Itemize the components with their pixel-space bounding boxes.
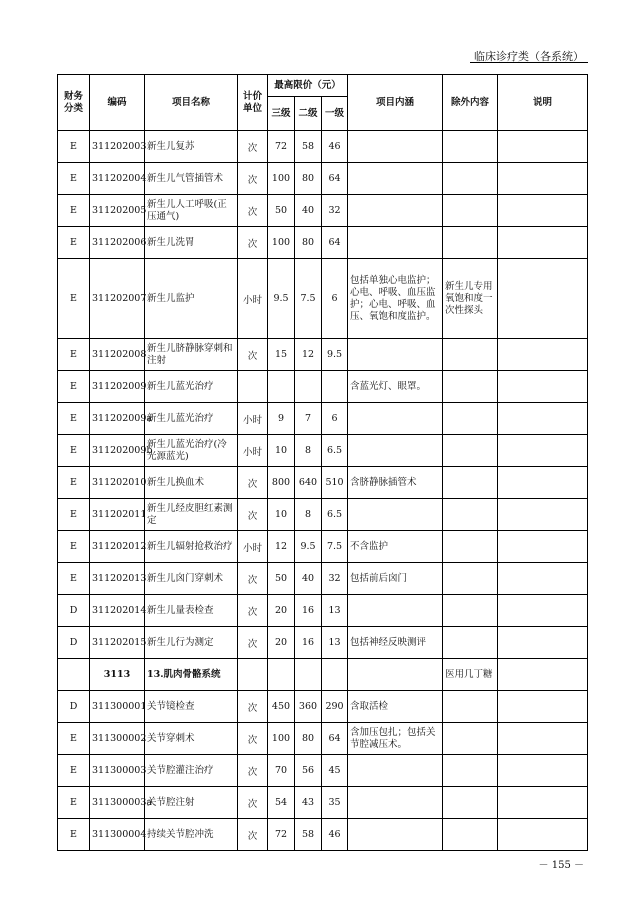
row-category: E: [58, 819, 90, 851]
row-code: 311300003a: [90, 787, 145, 819]
row-content: [348, 755, 443, 787]
row-price-level1: 13: [322, 595, 348, 627]
row-price-level2: 16: [295, 595, 322, 627]
row-price-level1: 64: [322, 723, 348, 755]
row-price-level1: 45: [322, 755, 348, 787]
row-note: [498, 499, 588, 531]
row-price-level3: 72: [268, 131, 295, 163]
row-price-level1: 46: [322, 819, 348, 851]
row-unit: 小时: [238, 435, 268, 467]
row-price-level1: 46: [322, 131, 348, 163]
table-row: [58, 787, 588, 819]
row-price-level3: [268, 659, 295, 691]
table-row: [58, 339, 588, 371]
row-price-level1: [322, 659, 348, 691]
row-category: E: [58, 563, 90, 595]
row-price-level3: 9.5: [268, 259, 295, 339]
row-code: 311202009a: [90, 403, 145, 435]
row-note: [498, 163, 588, 195]
row-code: 311202009b: [90, 435, 145, 467]
row-price-level1: 6: [322, 259, 348, 339]
row-unit: 小时: [238, 259, 268, 339]
table-row: [58, 659, 588, 691]
row-price-level3: 50: [268, 563, 295, 595]
row-unit: 次: [238, 499, 268, 531]
row-price-level2: [295, 371, 322, 403]
row-note: [498, 659, 588, 691]
row-price-level2: 7: [295, 403, 322, 435]
row-content: 含脐静脉插管术: [348, 467, 443, 499]
row-price-level3: 50: [268, 195, 295, 227]
header-rule: [470, 62, 588, 63]
table-row: [58, 627, 588, 659]
row-excluded: [443, 627, 498, 659]
row-code: 311202015: [90, 627, 145, 659]
row-note: [498, 819, 588, 851]
table-row: [58, 723, 588, 755]
row-code: 311300004: [90, 819, 145, 851]
row-category: E: [58, 755, 90, 787]
row-category: E: [58, 787, 90, 819]
row-content: [348, 659, 443, 691]
row-name: 新生儿量表检查: [145, 595, 238, 627]
row-unit: 次: [238, 163, 268, 195]
row-price-level1: 13: [322, 627, 348, 659]
row-code: 311202010: [90, 467, 145, 499]
row-price-level2: 80: [295, 227, 322, 259]
row-code: 311202011: [90, 499, 145, 531]
row-category: E: [58, 435, 90, 467]
row-unit: 次: [238, 787, 268, 819]
row-category: D: [58, 627, 90, 659]
row-name: 新生儿复苏: [145, 131, 238, 163]
row-content: [348, 435, 443, 467]
row-excluded: [443, 563, 498, 595]
row-content: [348, 227, 443, 259]
row-name: 新生儿洗胃: [145, 227, 238, 259]
row-price-level3: 72: [268, 819, 295, 851]
header-content: 项目内涵: [348, 75, 443, 131]
table-row: [58, 403, 588, 435]
row-code: 311202003: [90, 131, 145, 163]
row-price-level1: 64: [322, 227, 348, 259]
row-note: [498, 787, 588, 819]
row-excluded: [443, 163, 498, 195]
row-unit: 小时: [238, 531, 268, 563]
row-unit: 次: [238, 595, 268, 627]
row-category: E: [58, 723, 90, 755]
row-price-level3: 9: [268, 403, 295, 435]
row-excluded: [443, 195, 498, 227]
row-unit: 次: [238, 227, 268, 259]
row-note: [498, 531, 588, 563]
row-code: 311202007: [90, 259, 145, 339]
row-note: [498, 339, 588, 371]
price-table: [57, 74, 588, 851]
row-note: [498, 227, 588, 259]
row-price-level1: 32: [322, 195, 348, 227]
row-price-level2: 40: [295, 563, 322, 595]
header-level1: 一级: [322, 97, 348, 131]
row-content: [348, 595, 443, 627]
row-price-level3: 10: [268, 435, 295, 467]
row-name: 新生儿经皮胆红素测定: [145, 499, 238, 531]
row-category: E: [58, 259, 90, 339]
header-code: 编码: [90, 75, 145, 131]
row-note: [498, 691, 588, 723]
row-name: 新生儿辐射抢救治疗: [145, 531, 238, 563]
row-price-level1: 64: [322, 163, 348, 195]
row-content: 含加压包扎；包括关节腔减压术。: [348, 723, 443, 755]
row-unit: 次: [238, 563, 268, 595]
table-row: [58, 371, 588, 403]
row-price-level3: 450: [268, 691, 295, 723]
row-name: 持续关节腔冲洗: [145, 819, 238, 851]
row-price-level1: 35: [322, 787, 348, 819]
table-row: [58, 163, 588, 195]
row-name: 新生儿囟门穿刺术: [145, 563, 238, 595]
header-max-price: 最高限价（元）: [268, 75, 348, 97]
row-category: E: [58, 195, 90, 227]
row-price-level2: [295, 659, 322, 691]
row-category: E: [58, 339, 90, 371]
row-excluded: 医用几丁糖: [443, 659, 498, 691]
row-price-level1: 7.5: [322, 531, 348, 563]
row-note: [498, 467, 588, 499]
row-excluded: [443, 131, 498, 163]
row-price-level2: 8: [295, 435, 322, 467]
row-excluded: [443, 467, 498, 499]
row-category: D: [58, 691, 90, 723]
row-excluded: [443, 819, 498, 851]
row-price-level3: [268, 371, 295, 403]
row-name: 新生儿换血术: [145, 467, 238, 499]
row-note: [498, 627, 588, 659]
row-unit: 次: [238, 195, 268, 227]
row-name: 新生儿气管插管术: [145, 163, 238, 195]
row-note: [498, 755, 588, 787]
row-unit: 次: [238, 755, 268, 787]
row-price-level2: 9.5: [295, 531, 322, 563]
header-category: 财务分类: [58, 75, 90, 131]
row-name: 新生儿脐静脉穿刺和注射: [145, 339, 238, 371]
row-price-level2: 58: [295, 131, 322, 163]
row-name: 新生儿蓝光治疗: [145, 371, 238, 403]
row-content: [348, 195, 443, 227]
table-row: [58, 131, 588, 163]
row-unit: 次: [238, 339, 268, 371]
row-content: 包括单独心电监护；心电、呼吸、血压监护；心电、呼吸、血压、氧饱和度监护。: [348, 259, 443, 339]
row-note: [498, 595, 588, 627]
row-note: [498, 435, 588, 467]
table-row: [58, 755, 588, 787]
row-code: 311202009: [90, 371, 145, 403]
row-category: E: [58, 531, 90, 563]
row-price-level2: 40: [295, 195, 322, 227]
row-excluded: [443, 499, 498, 531]
row-unit: 次: [238, 691, 268, 723]
row-price-level1: 6: [322, 403, 348, 435]
row-price-level3: 15: [268, 339, 295, 371]
row-content: 含取活检: [348, 691, 443, 723]
row-price-level2: 80: [295, 163, 322, 195]
row-category: E: [58, 131, 90, 163]
row-category: E: [58, 227, 90, 259]
row-price-level2: 8: [295, 499, 322, 531]
row-excluded: [443, 755, 498, 787]
header-unit: 计价单位: [238, 75, 268, 131]
row-content: [348, 131, 443, 163]
row-price-level3: 20: [268, 627, 295, 659]
row-price-level2: 43: [295, 787, 322, 819]
row-price-level2: 360: [295, 691, 322, 723]
table-row: [58, 691, 588, 723]
row-name: 新生儿行为测定: [145, 627, 238, 659]
row-price-level2: 58: [295, 819, 322, 851]
row-unit: [238, 659, 268, 691]
row-unit: 次: [238, 819, 268, 851]
section-title: 临床诊疗类（各系统）: [474, 50, 584, 63]
row-price-level1: 32: [322, 563, 348, 595]
row-content: 含蓝光灯、眼罩。: [348, 371, 443, 403]
row-code: 311300003: [90, 755, 145, 787]
row-excluded: 新生儿专用氧饱和度一次性探头: [443, 259, 498, 339]
row-excluded: [443, 595, 498, 627]
row-price-level1: 510: [322, 467, 348, 499]
row-note: [498, 195, 588, 227]
row-price-level3: 800: [268, 467, 295, 499]
row-category: D: [58, 595, 90, 627]
table-row: [58, 819, 588, 851]
row-price-level1: 6.5: [322, 499, 348, 531]
row-unit: [238, 371, 268, 403]
row-price-level3: 20: [268, 595, 295, 627]
row-name: 关节腔灌注治疗: [145, 755, 238, 787]
table-row: [58, 195, 588, 227]
row-category: E: [58, 403, 90, 435]
row-unit: 次: [238, 131, 268, 163]
row-code: 311300001: [90, 691, 145, 723]
row-content: [348, 787, 443, 819]
row-name: 关节腔注射: [145, 787, 238, 819]
row-price-level2: 56: [295, 755, 322, 787]
row-name: 关节镜检查: [145, 691, 238, 723]
row-content: [348, 819, 443, 851]
row-price-level3: 100: [268, 163, 295, 195]
row-price-level3: 12: [268, 531, 295, 563]
row-code: 311202012: [90, 531, 145, 563]
row-price-level2: 7.5: [295, 259, 322, 339]
row-name: 13.肌肉骨骼系统: [145, 659, 238, 691]
row-content: [348, 499, 443, 531]
row-price-level2: 12: [295, 339, 322, 371]
row-unit: 小时: [238, 403, 268, 435]
row-category: E: [58, 499, 90, 531]
header-excluded: 除外内容: [443, 75, 498, 131]
row-code: 311202006: [90, 227, 145, 259]
row-note: [498, 723, 588, 755]
header-level3: 三级: [268, 97, 295, 131]
row-code: 311300002: [90, 723, 145, 755]
table-row: [58, 499, 588, 531]
row-content: 包括前后囟门: [348, 563, 443, 595]
row-note: [498, 371, 588, 403]
table-row: [58, 435, 588, 467]
row-price-level3: 10: [268, 499, 295, 531]
row-price-level2: 16: [295, 627, 322, 659]
row-name: 新生儿蓝光治疗: [145, 403, 238, 435]
row-excluded: [443, 531, 498, 563]
row-category: E: [58, 163, 90, 195]
header-note: 说明: [498, 75, 588, 131]
page-number: － 155 －: [538, 860, 584, 871]
row-price-level1: 9.5: [322, 339, 348, 371]
row-price-level1: 6.5: [322, 435, 348, 467]
table-row: [58, 531, 588, 563]
row-price-level1: [322, 371, 348, 403]
row-content: [348, 163, 443, 195]
table-row: [58, 227, 588, 259]
row-excluded: [443, 723, 498, 755]
row-excluded: [443, 371, 498, 403]
row-unit: 次: [238, 627, 268, 659]
table-row: [58, 563, 588, 595]
table-row: [58, 259, 588, 339]
table-row: [58, 595, 588, 627]
row-unit: 次: [238, 467, 268, 499]
table-row: [58, 467, 588, 499]
row-code: 311202004: [90, 163, 145, 195]
row-category: E: [58, 371, 90, 403]
row-category: [58, 659, 90, 691]
row-price-level3: 100: [268, 227, 295, 259]
row-code: 311202008: [90, 339, 145, 371]
row-name: 新生儿监护: [145, 259, 238, 339]
row-price-level3: 100: [268, 723, 295, 755]
row-note: [498, 403, 588, 435]
row-name: 新生儿蓝光治疗(冷光源蓝光): [145, 435, 238, 467]
row-price-level3: 54: [268, 787, 295, 819]
row-excluded: [443, 787, 498, 819]
row-content: [348, 403, 443, 435]
header-name: 项目名称: [145, 75, 238, 131]
row-unit: 次: [238, 723, 268, 755]
row-code: 3113: [90, 659, 145, 691]
row-note: [498, 131, 588, 163]
row-code: 311202014: [90, 595, 145, 627]
row-price-level3: 70: [268, 755, 295, 787]
row-excluded: [443, 339, 498, 371]
row-content: 包括神经反映测评: [348, 627, 443, 659]
row-note: [498, 563, 588, 595]
row-price-level2: 80: [295, 723, 322, 755]
row-name: 新生儿人工呼吸(正压通气): [145, 195, 238, 227]
row-code: 311202013: [90, 563, 145, 595]
row-excluded: [443, 403, 498, 435]
row-excluded: [443, 435, 498, 467]
row-name: 关节穿刺术: [145, 723, 238, 755]
row-excluded: [443, 691, 498, 723]
header-level2: 二级: [295, 97, 322, 131]
row-note: [498, 259, 588, 339]
row-code: 311202005: [90, 195, 145, 227]
row-category: E: [58, 467, 90, 499]
row-price-level2: 640: [295, 467, 322, 499]
row-content: 不含监护: [348, 531, 443, 563]
row-content: [348, 339, 443, 371]
row-price-level1: 290: [322, 691, 348, 723]
row-excluded: [443, 227, 498, 259]
table-body: [58, 131, 588, 851]
